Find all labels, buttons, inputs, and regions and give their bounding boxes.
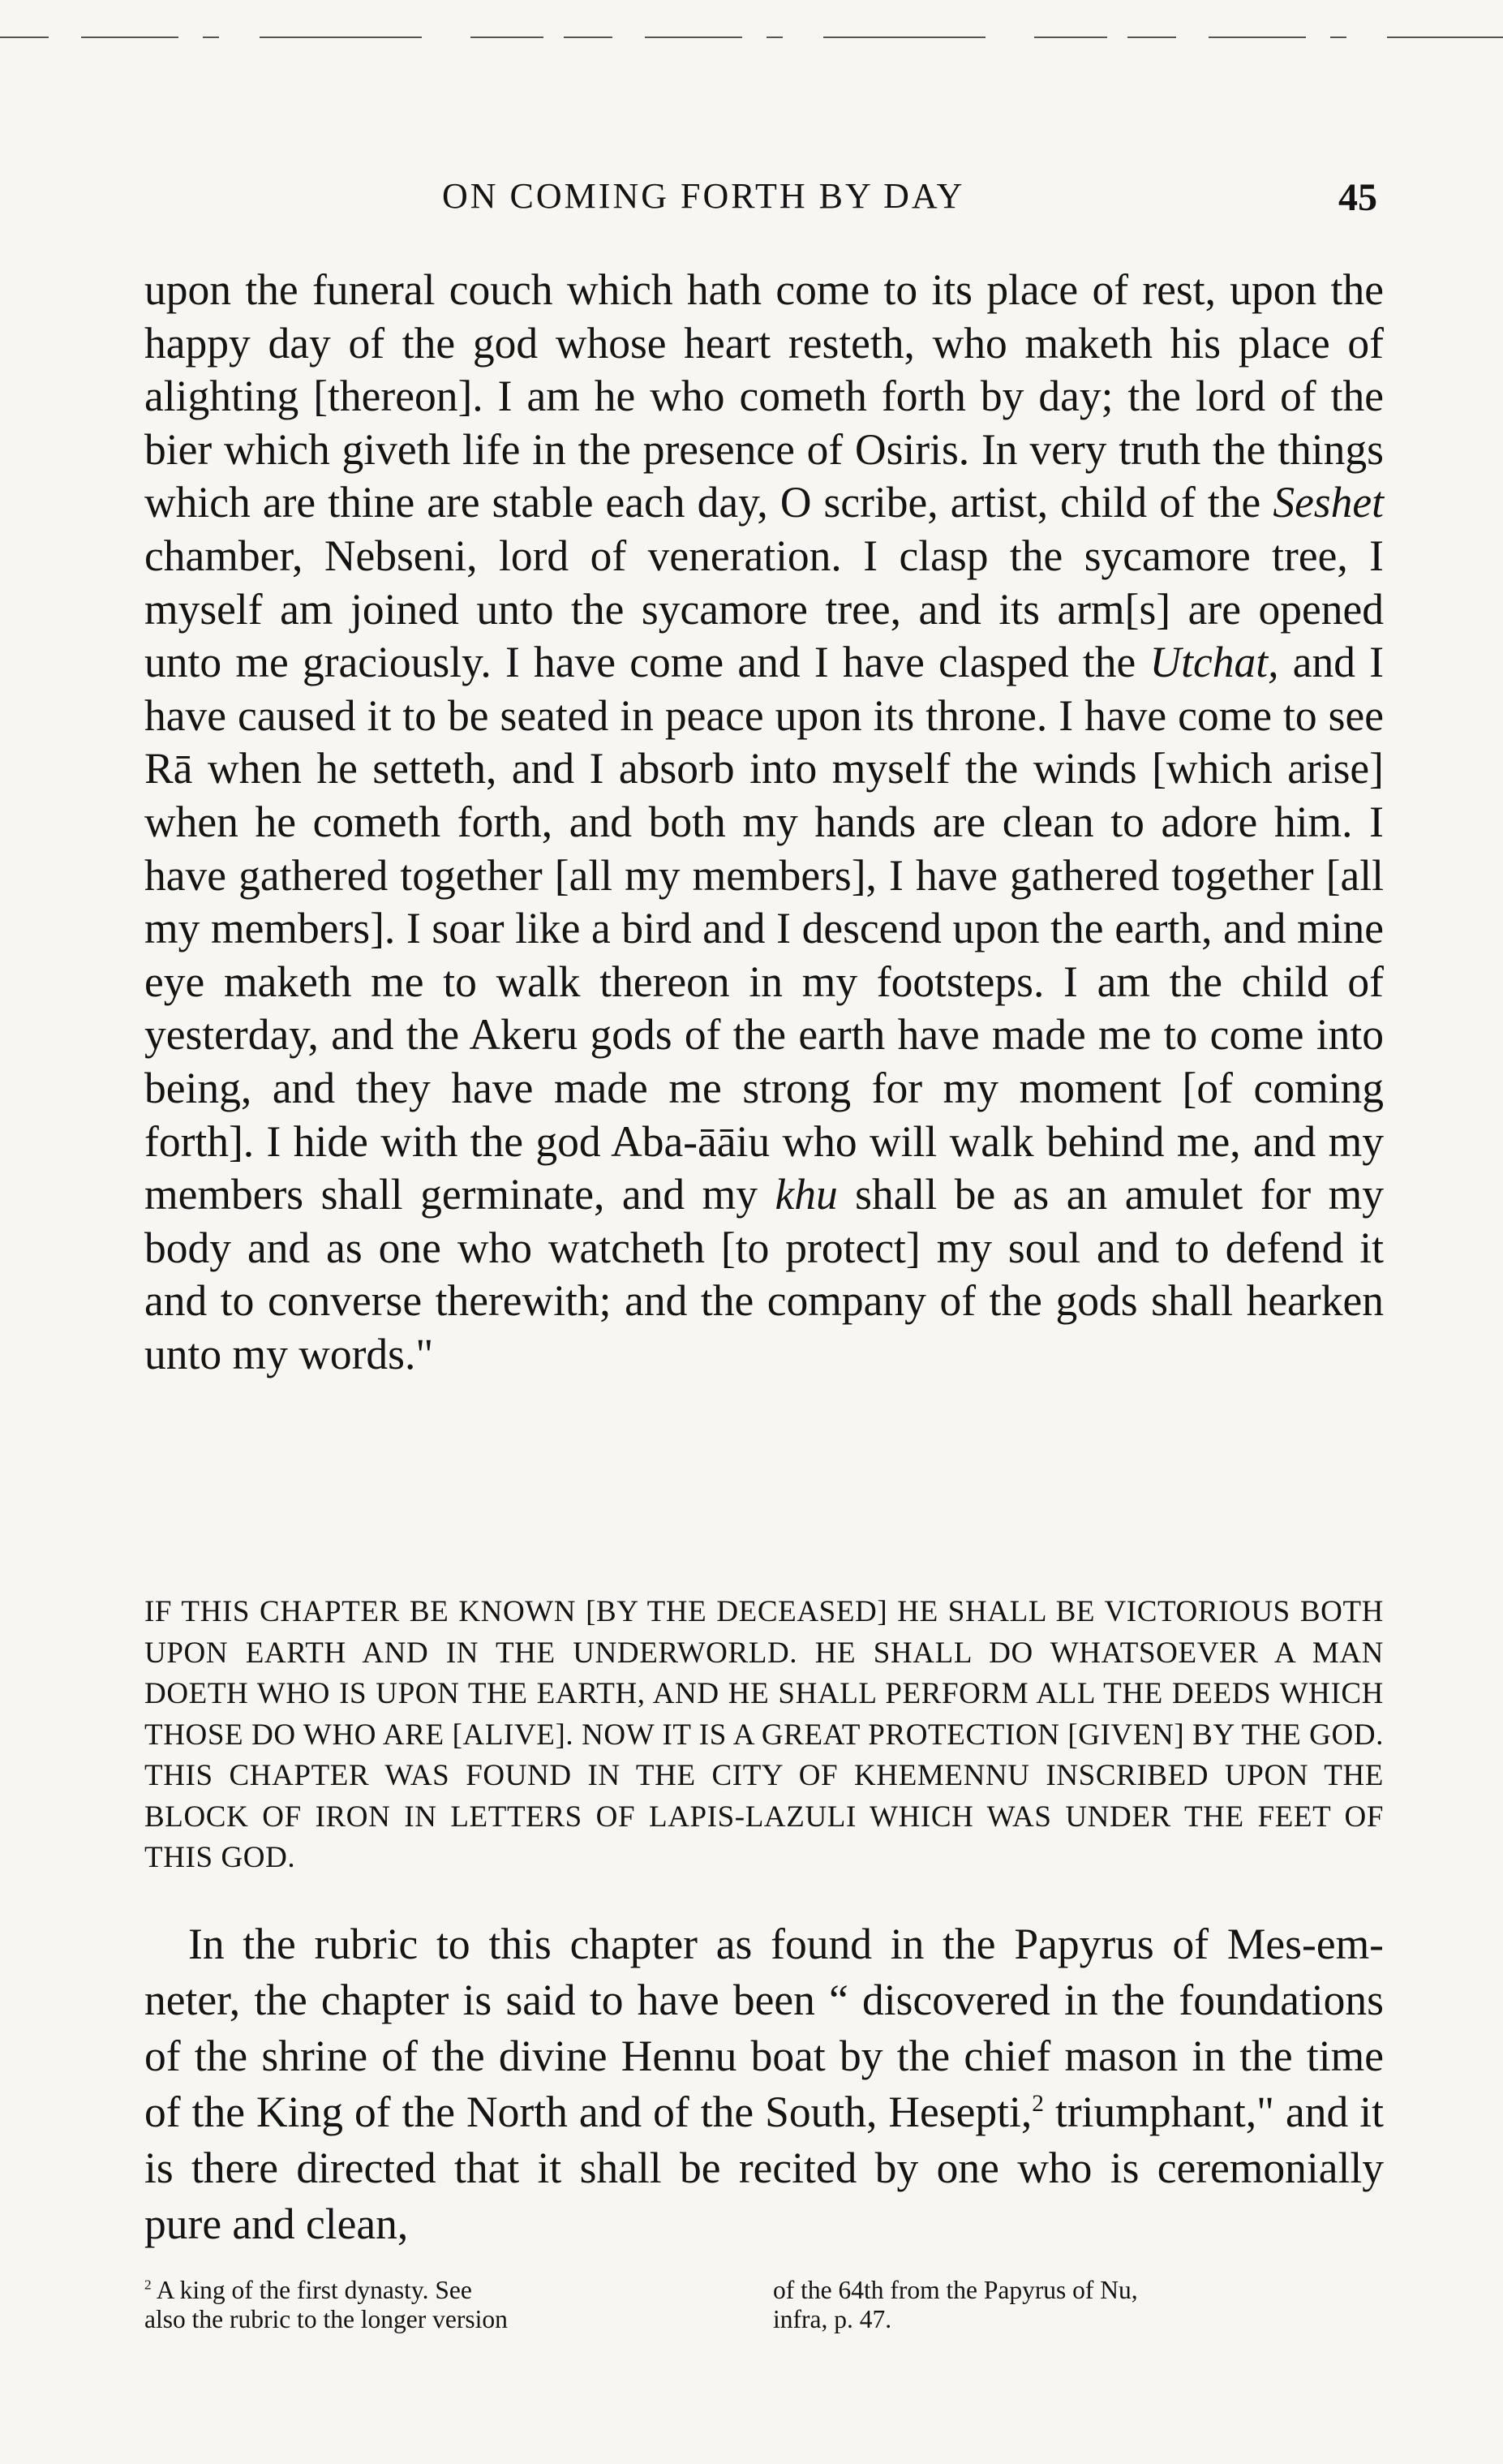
scan-edge-noise [0,32,1503,42]
footnote-right-line-1: of the 64th from the Papyrus of Nu, [773,2276,1138,2304]
commentary-part-1: In the rubric to this chapter as found in the Papyrus of Mes-em-neter, the chapter is said to have been “ discovered in the foundations of the shrine of the divine Hennu boat by the chief mason in the time of the King of the North and of the South, Hesepti, [144,1920,1384,2136]
body-text-part-2: chamber, Nebseni, lord of veneration. I clasp the sycamore tree, I myself am joined unto the sycamore tree, and its arm[s] are opened unto me graciously. I have come and I have clasped the [144,531,1384,687]
footnote-marker: 2 [144,2277,152,2293]
commentary-paragraph [144,1916,1384,2252]
footnote-reference[interactable]: 2 [1032,2091,1044,2118]
footnote-left-line-2: also the rubric to the longer version [144,2305,508,2333]
seshet-term: Seshet [1273,478,1384,527]
footnote-right-column [773,2276,1398,2334]
body-text-part-3: and I have caused it to be seated in peace upon its throne. I have come to see Rā when he setteth, and I absorb into myself the winds [which arise] when he cometh forth, and both my hands are clean to adore him. I have gathered together [all my members], I have gathered together [all my members]. I soar like a bird and I descend upon the earth, and mine eye maketh me to walk thereon in my footsteps. I am the child of yesterday, and the Akeru gods of the earth have made me to come into being, and they have made me strong for my moment [of coming forth]. I hide with the god Aba-āāiu who will walk behind me, and my members shall germinate, and my [144,638,1385,1219]
footnote-left-column [144,2276,745,2334]
running-title: ON COMING FORTH BY DAY [442,176,965,216]
footnote-right-line-2: infra, p. 47. [773,2305,892,2333]
khu-term: khu [775,1170,838,1219]
rubric-paragraph: IF THIS CHAPTER BE KNOWN [BY THE DECEASED] HE SHALL BE VICTORIOUS BOTH UPON EARTH AND IN THE UNDERWORLD. HE SHALL DO WHATSOEVER A MAN DOETH WHO IS UPON THE EARTH, AND HE SHALL PERFORM ALL THE DEEDS WHICH THOSE DO WHO ARE [ALIVE]. NOW IT IS A GREAT PROTECTION [GIVEN] BY THE GOD. THIS CHAPTER WAS FOUND IN THE CITY OF KHEMENNU INSCRIBED UPON THE BLOCK OF IRON IN LETTERS OF LAPIS-LAZULI WHICH WAS UNDER THE FEET OF THIS GOD. [144,1595,1384,1874]
body-paragraph [144,264,1384,1381]
page-number: 45 [1338,176,1377,219]
footnote-left-line-1: A king of the first dynasty. See [156,2276,472,2304]
body-text-part-4: shall be as an amulet for my body and as one who watcheth [to protect] my soul and to defend it and to converse therewith; and the company of the gods shall hearken unto my words." [144,1170,1385,1378]
body-text-part-1: upon the funeral couch which hath come to its place of rest, upon the happy day of the god whose heart resteth, who maketh his place of alighting [thereon]. I am he who cometh forth by day; the lord of the bier which giveth life in the presence of Osiris. In very truth the things which are thine are stable each day, O scribe, artist, child of the [144,265,1384,527]
utchat-term: Utchat, [1149,638,1279,687]
body-text [144,264,1384,1381]
commentary-part-2: triumphant," and it is there directed that it shall be recited by one who is ceremonially pure and clean, [144,2088,1384,2248]
running-head [0,175,1503,224]
footnotes [144,2276,1393,2349]
